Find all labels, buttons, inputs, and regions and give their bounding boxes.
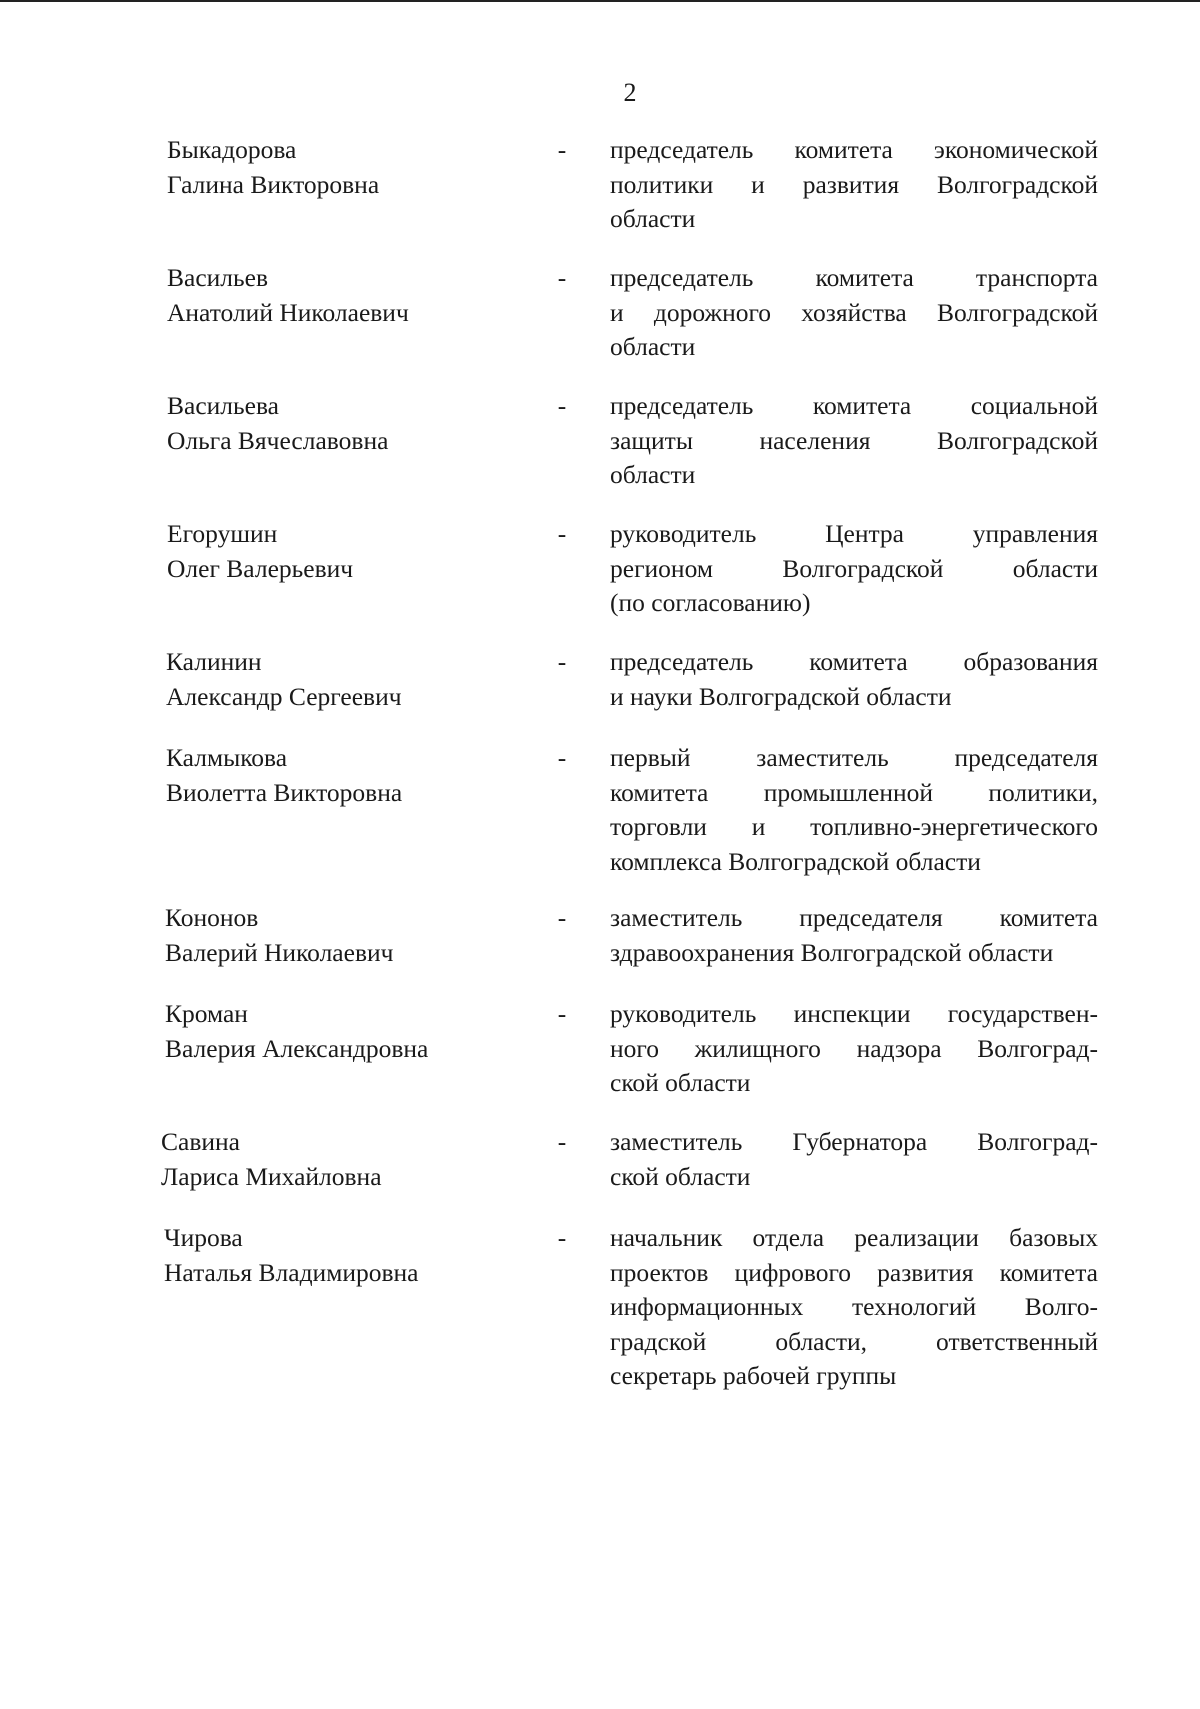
member-given-names: Валерия Александровна [165,1033,429,1063]
position-line: здравоохранения Волгоградской области [610,937,1054,967]
separator-dash: - [557,743,567,772]
member-given-names: Ольга Вячеславовна [167,425,389,455]
position-line: председатель комитета транспорта [610,263,1098,292]
position-line: торговли и топливно-энергетического [610,812,1098,841]
member-surname: Васильев [167,263,269,292]
position-line: проектов цифрового развития комитета [610,1257,1098,1287]
member-name [167,133,527,202]
position-line: политики и развития Волгоградской [610,169,1098,199]
page-number: 2 [623,78,637,107]
position-line: ного жилищного надзора Волгоград- [610,1033,1098,1063]
position-line: (по согласованию) [610,588,811,617]
position-line: секретарь рабочей группы [610,1361,897,1390]
position-line: и дорожного хозяйства Волгоградской [610,297,1098,327]
position-line: руководитель инспекции государствен- [610,999,1098,1028]
separator-dash: - [557,391,567,420]
position-line: заместитель Губернатора Волгоград- [610,1127,1098,1156]
member-given-names: Валерий Николаевич [165,937,394,967]
member-position [610,517,1098,621]
position-line: области [610,332,696,361]
position-line: ской области [610,1068,751,1097]
member-surname: Егорушин [167,519,278,548]
member-name [167,261,527,330]
member-position [610,901,1098,970]
position-line: комитета промышленной политики, [610,777,1098,807]
position-line: председатель комитета экономической [610,135,1098,164]
page-top-edge [0,0,1200,2]
position-line: председатель комитета образования [610,647,1098,676]
member-given-names: Александр Сергеевич [166,681,402,711]
position-line: комплекса Волгоградской области [610,846,981,876]
separator-dash: - [557,903,567,932]
member-given-names: Виолетта Викторовна [166,777,403,807]
separator-dash: - [557,999,567,1028]
separator-dash: - [557,519,567,548]
member-surname: Быкадорова [167,135,297,164]
member-surname: Калинин [166,647,262,676]
member-given-names: Анатолий Николаевич [167,297,409,327]
member-name [164,1221,524,1290]
member-surname: Савина [161,1127,240,1156]
separator-dash: - [557,135,567,164]
member-surname: Кроман [165,999,248,1028]
position-line: заместитель председателя комитета [610,903,1098,932]
position-line: и науки Волгоградской области [610,681,952,711]
member-name [165,997,525,1066]
member-surname: Чирова [164,1223,243,1252]
separator-dash: - [557,263,567,292]
member-given-names: Лариса Михайловна [161,1161,382,1191]
member-position [610,1221,1098,1394]
member-name [167,517,527,586]
separator-dash: - [557,1127,567,1156]
position-line: ской области [610,1161,751,1191]
separator-dash: - [557,647,567,676]
member-given-names: Олег Валерьевич [167,553,354,583]
member-surname: Васильева [167,391,279,420]
member-position [610,741,1098,879]
position-line: регионом Волгоградской области [610,553,1098,583]
position-line: области [610,204,696,233]
member-name [166,645,526,714]
position-line: начальник отдела реализации базовых [610,1223,1098,1252]
member-position [610,133,1098,237]
member-surname: Кононов [165,903,259,932]
member-position [610,389,1098,493]
separator-dash: - [557,1223,567,1252]
member-position [610,1125,1098,1194]
member-name [167,389,527,458]
member-given-names: Галина Викторовна [167,169,380,199]
member-name [161,1125,521,1194]
position-line: градской области, ответственный [610,1326,1098,1356]
position-line: руководитель Центра управления [610,519,1098,548]
position-line: защиты населения Волгоградской [610,425,1098,455]
position-line: первый заместитель председателя [610,743,1098,772]
position-line: информационных технологий Волго- [610,1292,1098,1321]
member-position [610,261,1098,365]
member-name [166,741,526,810]
position-line: области [610,460,696,489]
member-name [165,901,525,970]
member-position [610,645,1098,714]
position-line: председатель комитета социальной [610,391,1098,420]
member-surname: Калмыкова [166,743,288,772]
member-given-names: Наталья Владимировна [164,1257,419,1287]
member-position [610,997,1098,1101]
